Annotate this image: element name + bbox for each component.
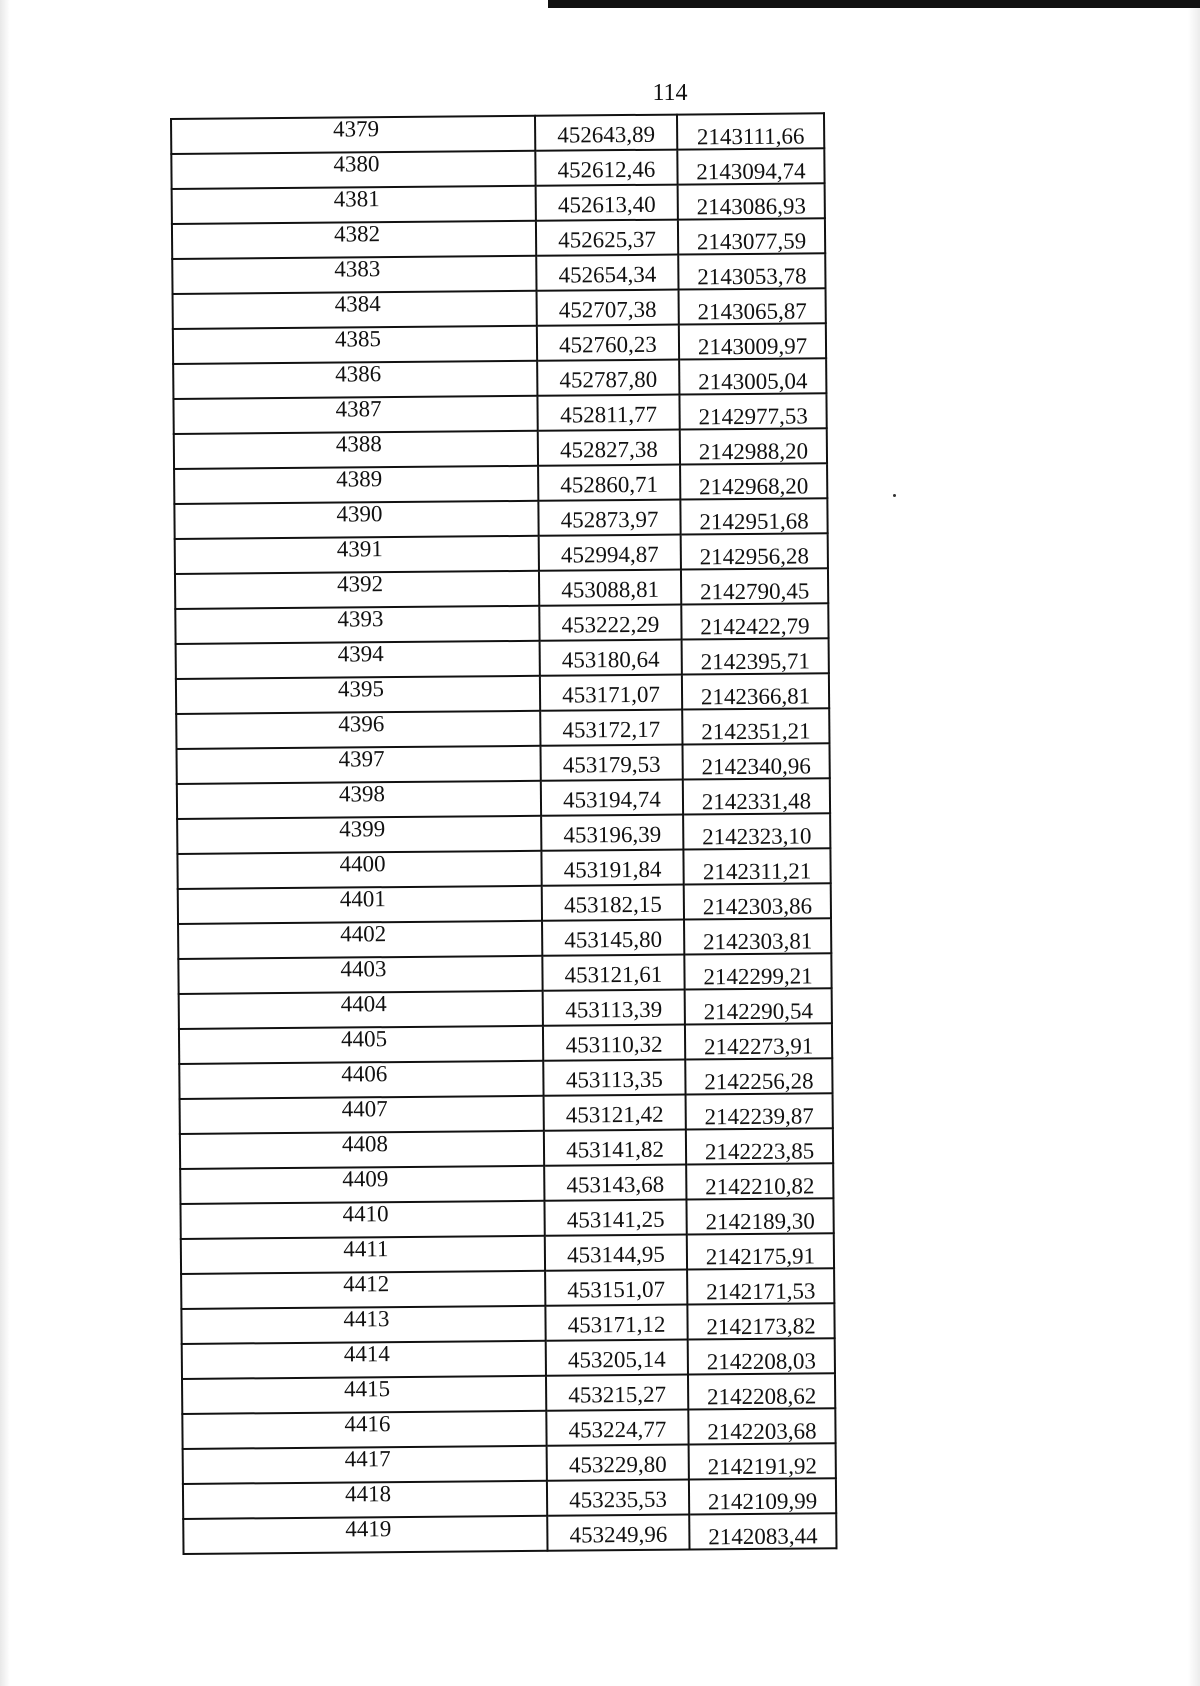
y-coordinate-cell-text: 2143053,78 [697,263,807,290]
point-number-cell-text: 4388 [335,431,382,457]
x-coordinate-cell-text: 453143,68 [566,1171,665,1198]
y-coordinate-cell-text: 2142273,91 [703,1033,814,1060]
y-coordinate-cell [688,1338,835,1374]
x-coordinate-cell-text: 453151,07 [567,1276,666,1303]
y-coordinate-cell [679,323,826,359]
y-coordinate-cell [687,1268,834,1304]
point-number-cell-text: 4398 [338,781,386,807]
x-coordinate-cell-text: 452612,46 [557,156,656,183]
table-row [178,953,831,994]
table-row [182,1373,835,1414]
y-coordinate-cell-text: 2142988,20 [698,438,809,465]
point-number-cell [178,956,542,994]
table-row [179,988,832,1029]
x-coordinate-cell-text: 453141,25 [566,1206,665,1233]
y-coordinate-cell [682,743,829,779]
y-coordinate-cell-text: 2142083,44 [708,1523,818,1550]
y-coordinate-cell [680,428,827,464]
x-coordinate-cell-text: 453121,42 [565,1101,664,1128]
point-number-cell-text: 4409 [342,1166,389,1192]
x-coordinate-cell-text: 453222,29 [561,611,660,638]
point-number-cell [174,431,538,469]
point-number-cell-text: 4396 [338,711,385,737]
y-coordinate-cell-text: 2143094,74 [696,158,806,185]
x-coordinate-cell [537,290,679,326]
point-number-cell-text: 4412 [343,1271,390,1297]
y-coordinate-cell [679,288,826,324]
y-coordinate-cell-text: 2142171,53 [706,1278,816,1305]
y-coordinate-cell-text: 2142977,53 [698,403,808,430]
point-number-cell-text: 4387 [335,396,382,422]
y-coordinate-cell [686,1093,833,1129]
point-number-cell [175,571,539,609]
point-number-cell-text: 4414 [343,1341,390,1367]
x-coordinate-cell-text: 453144,95 [566,1241,665,1268]
x-coordinate-cell [537,395,679,431]
table-row [172,253,825,294]
y-coordinate-cell-text: 2142208,62 [706,1383,817,1410]
table-row [177,743,830,784]
y-coordinate-cell-text: 2142208,03 [706,1348,817,1375]
x-coordinate-cell [545,1235,687,1271]
point-number-cell [174,501,538,539]
point-number-cell-text: 4416 [344,1411,391,1437]
y-coordinate-cell-text: 2142239,87 [704,1103,814,1130]
point-number-cell-text: 4394 [337,641,384,667]
x-coordinate-cell [540,710,682,746]
x-coordinate-cell [542,955,684,991]
table-row [183,1478,836,1519]
scan-speck [893,494,896,497]
x-coordinate-cell [544,1200,686,1236]
x-coordinate-cell-text: 452625,37 [558,226,657,253]
table-row [173,288,826,329]
table-row [175,568,828,609]
x-coordinate-cell [542,920,684,956]
table-body [171,113,836,1554]
y-coordinate-cell-text: 2142191,92 [707,1453,818,1480]
point-number-cell [173,396,537,434]
y-coordinate-cell [681,603,828,639]
x-coordinate-cell-text: 453113,35 [565,1066,663,1093]
table-row [172,218,825,259]
y-coordinate-cell [682,673,829,709]
y-coordinate-cell-text: 2142256,28 [704,1068,814,1095]
table-row [181,1303,834,1344]
x-coordinate-cell [544,1165,686,1201]
x-coordinate-cell-text: 453180,64 [561,646,660,673]
point-number-cell-text: 4413 [343,1306,390,1332]
y-coordinate-cell [677,113,824,149]
point-number-cell-text: 4383 [334,256,381,282]
table-row [171,148,824,189]
y-coordinate-cell [681,568,828,604]
point-number-cell-text: 4404 [340,991,387,1017]
table-row [172,183,825,224]
y-coordinate-cell [689,1443,836,1479]
y-coordinate-cell-text: 2142189,30 [705,1208,815,1235]
x-coordinate-cell-text: 453196,39 [563,821,662,848]
table-row [175,533,828,574]
y-coordinate-cell [681,533,828,569]
top-rule [548,0,1200,8]
x-coordinate-cell-text: 453113,39 [565,996,663,1023]
y-coordinate-cell [685,1058,832,1094]
y-coordinate-cell-text: 2143065,87 [697,298,807,325]
y-coordinate-cell-text: 2143086,93 [696,193,807,220]
point-number-cell-text: 4407 [341,1096,388,1122]
page-number: 114 [652,80,688,106]
table-row [183,1513,836,1554]
y-coordinate-cell [685,1023,832,1059]
x-coordinate-cell-text: 453171,07 [562,681,661,708]
x-coordinate-cell-text: 452654,34 [558,261,657,288]
x-coordinate-cell [545,1270,687,1306]
y-coordinate-cell-text: 2142340,96 [701,753,811,780]
y-coordinate-cell [686,1163,833,1199]
x-coordinate-cell [541,850,683,886]
y-coordinate-cell [680,498,827,534]
x-coordinate-cell-text: 453141,82 [566,1136,665,1163]
x-coordinate-cell [541,780,683,816]
point-number-cell [180,1096,544,1134]
y-coordinate-cell-text: 2142422,79 [700,613,810,640]
table-row [180,1093,833,1134]
point-number-cell [180,1201,544,1239]
point-number-cell-text: 4410 [342,1201,389,1227]
point-number-cell-text: 4393 [337,606,384,632]
point-number-cell [177,746,541,784]
y-coordinate-cell [678,218,825,254]
point-number-cell-text: 4403 [340,956,387,982]
y-coordinate-cell-text: 2142323,10 [702,823,812,850]
table-row [173,358,826,399]
y-coordinate-cell [688,1408,835,1444]
point-number-cell-text: 4390 [336,501,383,527]
x-coordinate-cell-text: 453229,80 [568,1451,667,1478]
x-coordinate-cell-text: 453191,84 [563,856,662,883]
y-coordinate-cell [678,183,825,219]
x-coordinate-cell [539,605,681,641]
x-coordinate-cell [543,1025,685,1061]
x-coordinate-cell [538,500,680,536]
point-number-cell [177,816,541,854]
y-coordinate-cell-text: 2143077,59 [696,228,807,255]
x-coordinate-cell [547,1515,689,1551]
x-coordinate-cell [535,115,677,151]
point-number-cell [175,536,539,574]
point-number-cell [173,326,537,364]
y-coordinate-cell-text: 2142395,71 [700,648,810,675]
y-coordinate-cell-text: 2142956,28 [699,543,810,570]
table-row [176,673,829,714]
y-coordinate-cell [684,883,831,919]
scan-edge-right [1188,0,1200,1686]
y-coordinate-cell-text: 2142331,48 [701,788,812,815]
point-number-cell [172,256,536,294]
point-number-cell [179,1061,543,1099]
y-coordinate-cell [677,148,824,184]
x-coordinate-cell [546,1410,688,1446]
y-coordinate-cell-text: 2142790,45 [699,578,810,605]
point-number-cell-text: 4379 [332,116,380,142]
x-coordinate-cell-text: 453172,17 [562,716,661,743]
point-number-cell-text: 4381 [333,186,380,212]
table-row [171,113,824,154]
x-coordinate-cell [545,1305,687,1341]
y-coordinate-cell [686,1198,833,1234]
table-row [173,393,826,434]
y-coordinate-cell-text: 2142223,85 [704,1138,815,1165]
table-row [181,1268,834,1309]
x-coordinate-cell-text: 452994,87 [560,541,659,568]
point-number-cell [180,1131,544,1169]
table-row [175,603,828,644]
point-number-cell [181,1271,545,1309]
x-coordinate-cell-text: 453215,27 [568,1381,667,1408]
point-number-cell [178,921,542,959]
point-number-cell [172,221,536,259]
table-row [182,1338,835,1379]
y-coordinate-cell-text: 2142303,86 [702,893,813,920]
point-number-cell-text: 4405 [340,1026,388,1052]
point-number-cell [176,676,540,714]
point-number-cell-text: 4406 [341,1061,388,1087]
y-coordinate-cell [684,918,831,954]
x-coordinate-cell [544,1130,686,1166]
y-coordinate-cell [683,848,830,884]
table-row [182,1408,835,1449]
x-coordinate-cell-text: 453182,15 [563,891,662,918]
point-number-cell [173,361,537,399]
x-coordinate-cell-text: 452873,97 [560,506,659,533]
table-row [181,1233,834,1274]
table-row [183,1443,836,1484]
point-number-cell-text: 4417 [344,1446,391,1472]
coordinates-table [170,112,838,1555]
table-row [174,463,827,504]
point-number-cell-text: 4418 [344,1481,392,1507]
x-coordinate-cell-text: 452827,38 [559,436,658,463]
table-row [180,1198,833,1239]
table-row [177,778,830,819]
y-coordinate-cell-text: 2142299,21 [703,963,813,990]
y-coordinate-cell [682,638,829,674]
point-number-cell [181,1306,545,1344]
x-coordinate-cell [543,1060,685,1096]
point-number-cell-text: 4382 [333,221,381,247]
y-coordinate-cell [685,988,832,1024]
y-coordinate-cell [679,393,826,429]
x-coordinate-cell [536,185,678,221]
point-number-cell [183,1446,547,1484]
y-coordinate-cell-text: 2143009,97 [697,333,808,360]
x-coordinate-cell [539,535,681,571]
x-coordinate-cell-text: 453145,80 [564,926,663,953]
y-coordinate-cell-text: 2142203,68 [707,1418,817,1445]
x-coordinate-cell-text: 452811,77 [560,401,658,428]
table-row [177,848,830,889]
x-coordinate-cell [544,1095,686,1131]
point-number-cell-text: 4402 [340,921,387,947]
point-number-cell-text: 4401 [339,886,386,912]
y-coordinate-cell [688,1373,835,1409]
y-coordinate-cell-text: 2142303,81 [702,928,813,955]
y-coordinate-cell-text: 2143005,04 [698,368,808,395]
x-coordinate-cell [538,430,680,466]
y-coordinate-cell [683,778,830,814]
point-number-cell [173,291,537,329]
x-coordinate-cell-text: 452643,89 [557,121,656,148]
point-number-cell [182,1341,546,1379]
x-coordinate-cell-text: 452707,38 [558,296,657,323]
scan-edge-left [0,0,10,1686]
table-row [174,498,827,539]
x-coordinate-cell [547,1445,689,1481]
x-coordinate-cell-text: 453171,12 [567,1311,666,1338]
x-coordinate-cell-text: 452613,40 [557,191,656,218]
x-coordinate-cell-text: 453194,74 [562,786,661,813]
x-coordinate-cell-text: 453179,53 [562,751,661,778]
point-number-cell-text: 4399 [339,816,386,842]
x-coordinate-cell [540,640,682,676]
point-number-cell-text: 4400 [339,851,386,877]
point-number-cell-text: 4389 [336,466,383,492]
x-coordinate-cell [540,675,682,711]
y-coordinate-cell [687,1233,834,1269]
point-number-cell-text: 4391 [336,536,383,562]
table-row [176,708,829,749]
x-coordinate-cell-text: 452787,80 [559,366,658,393]
point-number-cell [183,1516,547,1554]
point-number-cell [179,991,543,1029]
x-coordinate-cell [547,1480,689,1516]
x-coordinate-cell-text: 453121,61 [564,961,663,988]
table-row [178,883,831,924]
y-coordinate-cell-text: 2142175,91 [705,1243,816,1270]
y-coordinate-cell [682,708,829,744]
y-coordinate-cell [679,358,826,394]
coordinates-table-wrapper [170,112,838,1555]
point-number-cell [171,116,535,154]
y-coordinate-cell-text: 2142351,21 [701,718,811,745]
point-number-cell [182,1411,546,1449]
x-coordinate-cell [546,1340,688,1376]
x-coordinate-cell-text: 453235,53 [569,1486,668,1513]
x-coordinate-cell [540,745,682,781]
point-number-cell-text: 4415 [343,1376,391,1402]
table-row [177,813,830,854]
table-row [178,918,831,959]
point-number-cell-text: 4392 [336,571,384,597]
x-coordinate-cell-text: 453249,96 [569,1521,668,1548]
point-number-cell-text: 4380 [333,151,380,177]
x-coordinate-cell [535,150,677,186]
point-number-cell-text: 4386 [335,361,382,387]
x-coordinate-cell [536,220,678,256]
table-row [180,1163,833,1204]
y-coordinate-cell-text: 2142968,20 [699,473,809,500]
table-row [180,1128,833,1169]
y-coordinate-cell [683,813,830,849]
point-number-cell [176,641,540,679]
x-coordinate-cell [542,885,684,921]
x-coordinate-cell-text: 453205,14 [567,1346,666,1373]
x-coordinate-cell [537,325,679,361]
x-coordinate-cell-text: 453088,81 [561,576,660,603]
y-coordinate-cell-text: 2142290,54 [703,998,814,1025]
point-number-cell-text: 4385 [334,326,382,352]
point-number-cell-text: 4408 [341,1131,389,1157]
y-coordinate-cell [687,1303,834,1339]
point-number-cell [172,186,536,224]
y-coordinate-cell-text: 2142311,21 [702,858,812,885]
y-coordinate-cell-text: 2143111,66 [696,123,805,150]
point-number-cell-text: 4395 [337,676,385,702]
y-coordinate-cell [686,1128,833,1164]
y-coordinate-cell [684,953,831,989]
point-number-cell-text: 4411 [343,1236,389,1262]
y-coordinate-cell-text: 2142951,68 [699,508,809,535]
point-number-cell [179,1026,543,1064]
point-number-cell-text: 4419 [345,1516,392,1542]
point-number-cell-text: 4384 [334,291,381,317]
x-coordinate-cell [537,360,679,396]
table-row [179,1023,832,1064]
point-number-cell [181,1236,545,1274]
x-coordinate-cell [538,465,680,501]
y-coordinate-cell [680,463,827,499]
y-coordinate-cell-text: 2142109,99 [707,1488,818,1515]
x-coordinate-cell [546,1375,688,1411]
point-number-cell [177,851,541,889]
table-row [176,638,829,679]
point-number-cell [182,1376,546,1414]
point-number-cell [171,151,535,189]
point-number-cell [180,1166,544,1204]
point-number-cell [176,711,540,749]
table-row [174,428,827,469]
point-number-cell [174,466,538,504]
y-coordinate-cell-text: 2142210,82 [705,1173,815,1200]
y-coordinate-cell-text: 2142173,82 [706,1313,816,1340]
point-number-cell-text: 4397 [338,746,385,772]
x-coordinate-cell-text: 452860,71 [560,471,659,498]
y-coordinate-cell-text: 2142366,81 [700,683,811,710]
x-coordinate-cell [536,255,678,291]
x-coordinate-cell [539,570,681,606]
y-coordinate-cell [689,1513,836,1549]
table-row [173,323,826,364]
point-number-cell [177,781,541,819]
x-coordinate-cell-text: 452760,23 [559,331,657,358]
point-number-cell [175,606,539,644]
y-coordinate-cell [689,1478,836,1514]
point-number-cell [183,1481,547,1519]
x-coordinate-cell-text: 453224,77 [568,1416,667,1443]
x-coordinate-cell [541,815,683,851]
table-row [179,1058,832,1099]
y-coordinate-cell [678,253,825,289]
x-coordinate-cell [543,990,685,1026]
x-coordinate-cell-text: 453110,32 [565,1031,663,1058]
point-number-cell [178,886,542,924]
